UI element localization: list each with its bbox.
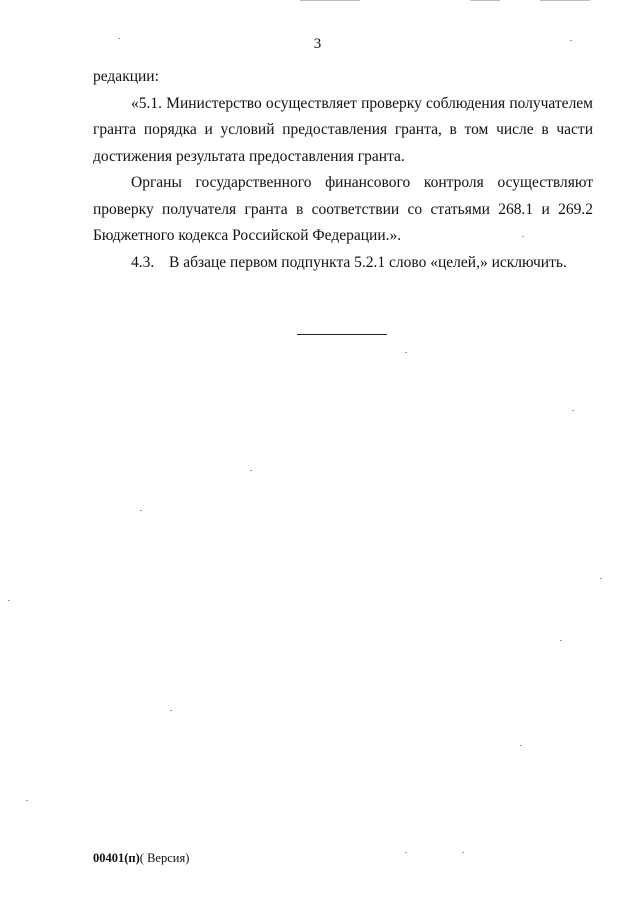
scan-speck xyxy=(250,470,252,471)
footer-code: 00401(п) xyxy=(93,851,140,865)
document-body xyxy=(93,64,593,276)
scan-speck xyxy=(140,510,142,511)
scan-speck xyxy=(118,38,120,39)
scan-artifact xyxy=(540,0,590,1)
scan-speck xyxy=(405,852,407,853)
scan-speck xyxy=(560,640,562,641)
paragraph-item-4-3 xyxy=(93,250,593,277)
end-divider xyxy=(297,334,387,335)
page-number: 3 xyxy=(313,36,322,52)
scan-speck xyxy=(405,352,407,353)
scan-speck xyxy=(170,710,172,711)
scan-speck xyxy=(522,236,524,237)
scan-speck xyxy=(572,410,574,411)
scan-speck xyxy=(520,745,522,746)
scan-speck xyxy=(570,40,572,41)
scan-artifact xyxy=(300,0,360,1)
scan-speck xyxy=(600,578,602,579)
paragraph-state-control: Органы государственного финансового контроля осуществляют проверку получателя гранта в соответствии со статьями 268.1 и 269.2 Бюджетного кодекса Российской Федерации.». xyxy=(93,174,593,244)
item-text: В абзаце первом подпункта 5.2.1 слово «целей,» исключить. xyxy=(169,253,567,271)
scan-speck xyxy=(462,852,464,853)
scan-speck xyxy=(8,600,10,601)
footer-version: ( Версия) xyxy=(139,851,190,865)
item-number: 4.3. xyxy=(131,253,155,271)
scan-speck xyxy=(26,800,28,801)
scan-artifact xyxy=(470,0,500,1)
paragraph-continuation: редакции: xyxy=(93,68,159,85)
footer xyxy=(93,851,189,866)
paragraph-clause-5-1: «5.1. Министерство осуществляет проверку соблюдения получателем гранта порядка и условий предоставления гранта, в том числе в части достижения результата предоставления гранта. xyxy=(93,94,593,165)
